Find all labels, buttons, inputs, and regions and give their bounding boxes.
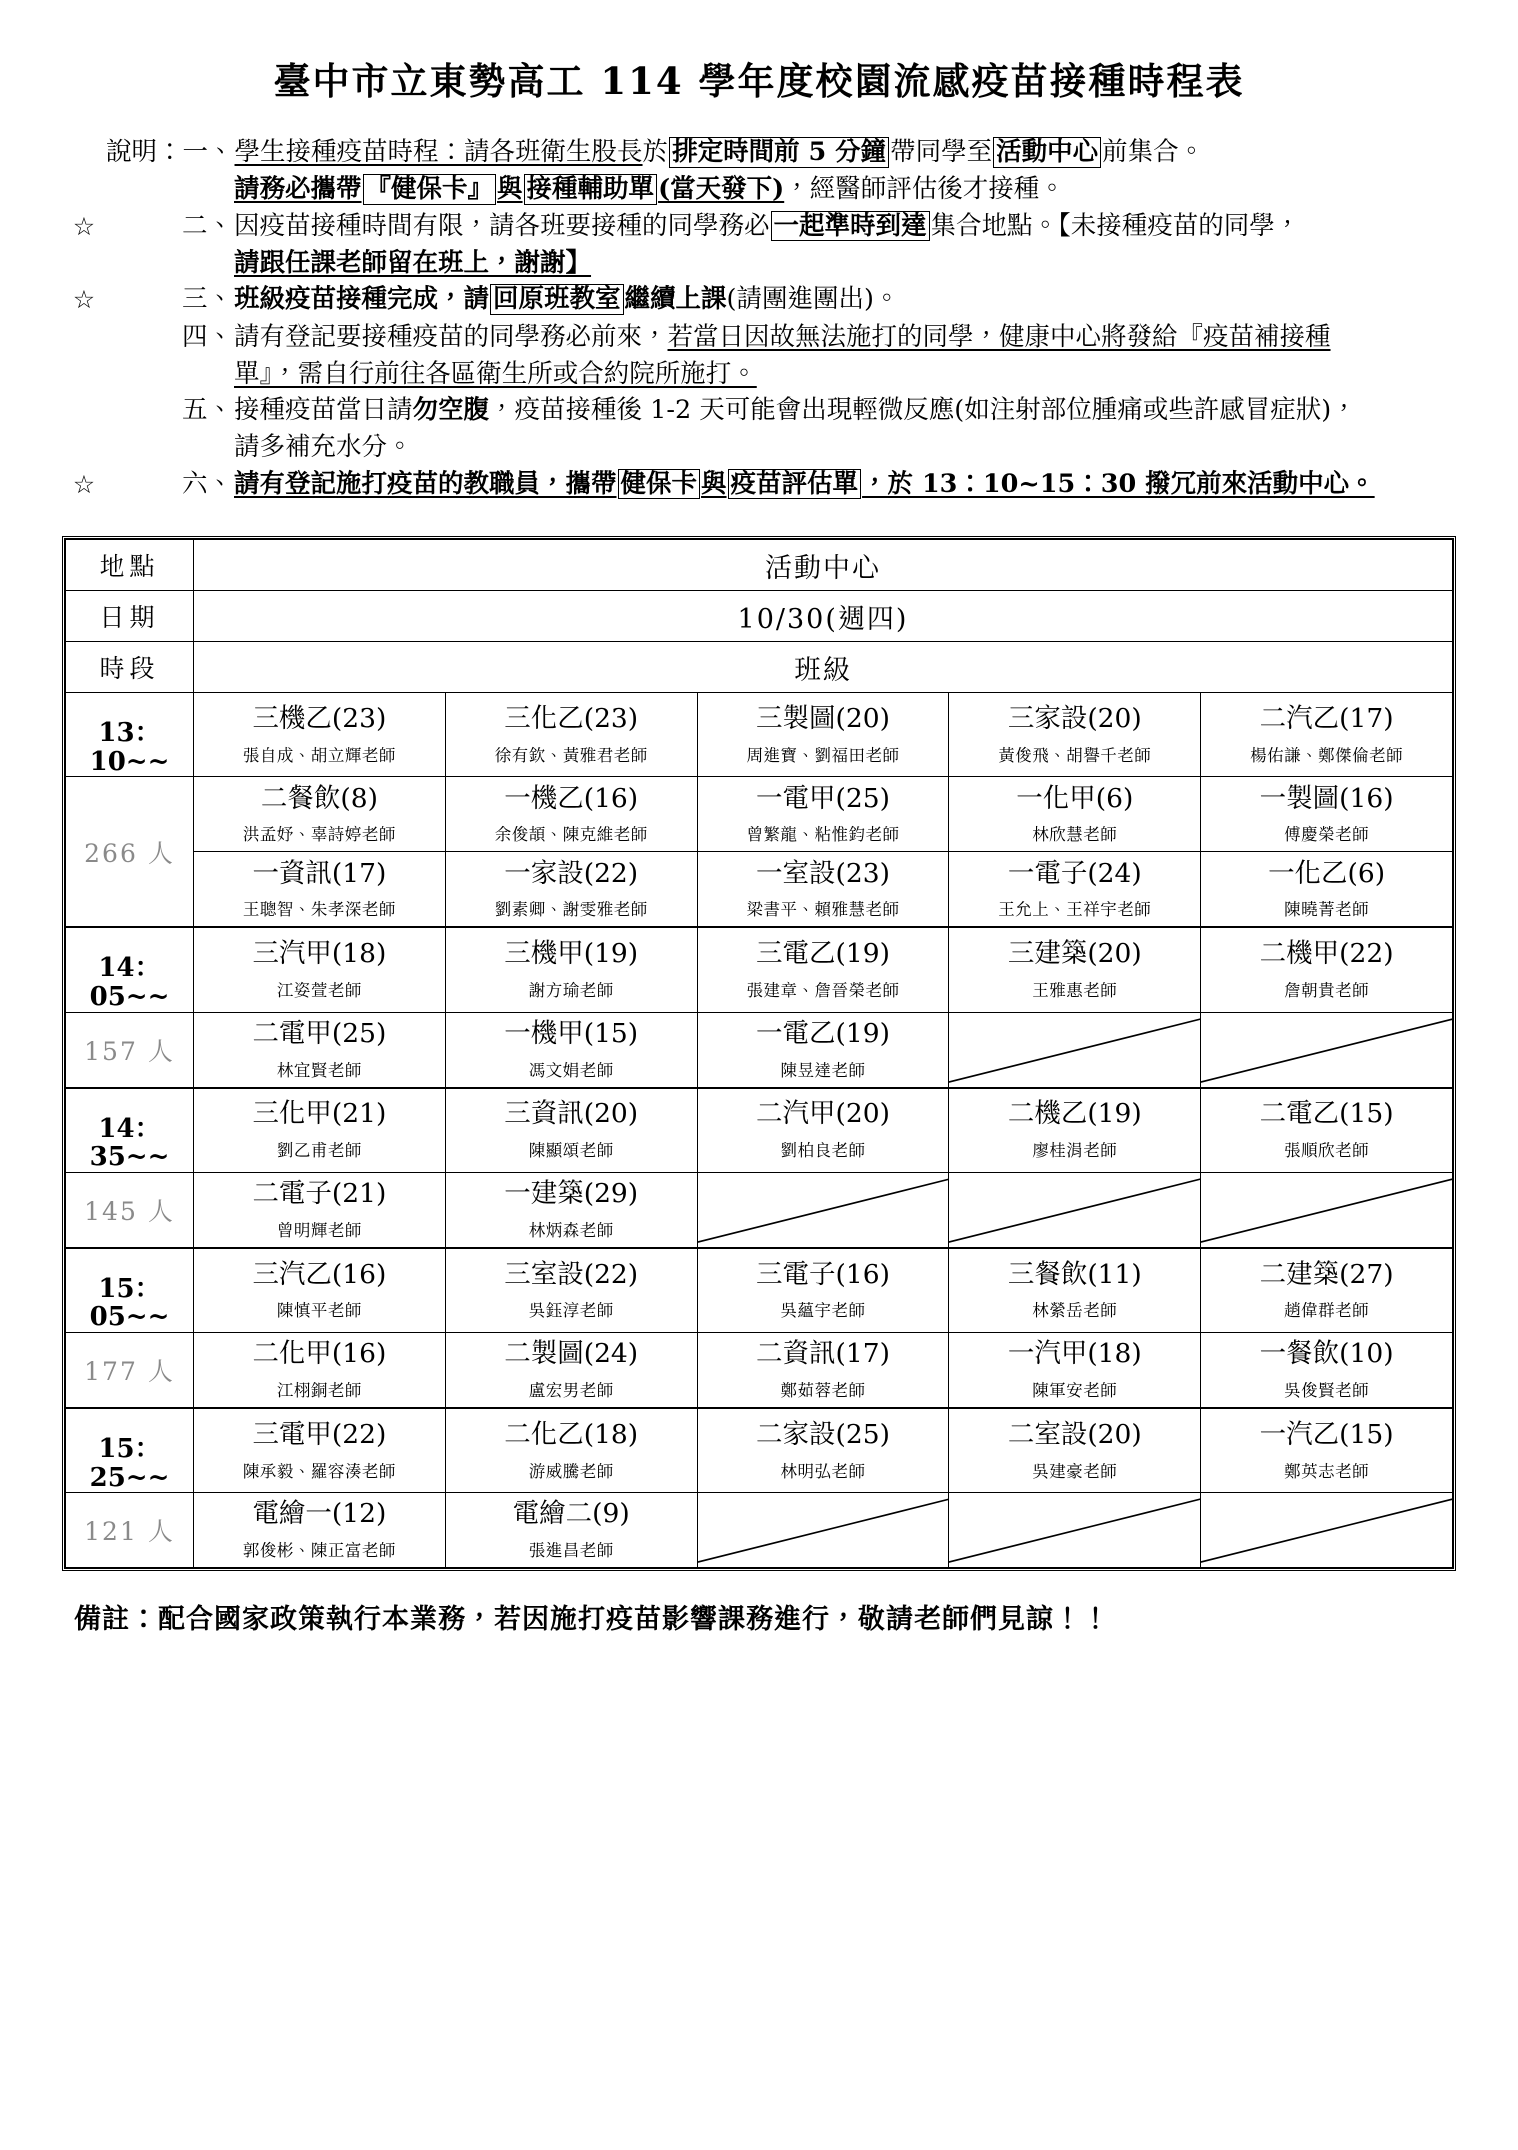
schedule-table-wrapper — [62, 536, 1456, 1571]
teacher-names: 梁書平、賴雅慧老師 — [746, 900, 900, 920]
diagonal-strike-icon — [949, 1173, 1201, 1247]
class-name: 三家設(20) — [1007, 703, 1142, 735]
class-slot-cell — [1201, 852, 1453, 928]
teacher-names: 傅慶榮老師 — [1284, 825, 1370, 845]
class-slot-cell — [445, 1332, 697, 1408]
table-row — [66, 1332, 1453, 1408]
note-text — [234, 392, 1456, 428]
class-slot-cell — [697, 693, 949, 777]
class-name: 三機乙(23) — [252, 703, 387, 735]
teacher-names: 趙偉群老師 — [1284, 1301, 1370, 1321]
attendee-count: 266 人 — [66, 777, 194, 928]
class-name: 三汽乙(16) — [252, 1258, 387, 1290]
class-slot-cell — [445, 1408, 697, 1493]
time-slot-label — [66, 1088, 194, 1173]
note-segment: 接種疫苗當日請 — [234, 395, 413, 426]
class-slot-cell — [445, 1012, 697, 1088]
schedule-table-body — [66, 540, 1453, 1568]
class-slot-cell — [949, 1088, 1201, 1173]
class-slot-cell — [194, 693, 446, 777]
teacher-names: 陳慎平老師 — [276, 1301, 362, 1321]
time-slot-label — [66, 927, 194, 1012]
teacher-names: 陳承毅、羅容湊老師 — [242, 1461, 396, 1481]
class-name: 二電甲(25) — [252, 1017, 387, 1049]
time-slot-text: 13：10~~ — [89, 718, 170, 777]
star-icon: ☆ — [72, 285, 96, 315]
note-segment: 請跟 — [234, 248, 286, 279]
teacher-names: 楊佑謙、鄭傑倫老師 — [1250, 745, 1404, 765]
time-slot-text: 15：05~~ — [89, 1273, 170, 1333]
table-row — [66, 927, 1453, 1012]
time-slot-text: 14：35~~ — [89, 1113, 170, 1173]
note-segment: 繼續上課 — [624, 284, 727, 315]
class-name: 三餐飲(11) — [1007, 1258, 1142, 1290]
teacher-names: 郭俊彬、陳正富老師 — [242, 1541, 396, 1561]
empty-slot-cell — [949, 1172, 1201, 1248]
class-slot-cell — [697, 1248, 949, 1333]
time-slot-text: 15：25~~ — [89, 1433, 170, 1493]
class-slot-cell — [194, 777, 446, 852]
note-segment: ，疫苗接種後 1-2 天可能會出現輕微反應(如注射部位腫痛或些許感冒症狀)， — [489, 395, 1357, 426]
attendee-count: 121 人 — [66, 1493, 194, 1568]
note-segment: 於 — [642, 137, 669, 168]
page-title: 臺中市立東勢高工 114 學年度校園流感疫苗接種時程表 — [273, 59, 1245, 103]
note-text — [234, 466, 1456, 502]
empty-slot-cell — [949, 1012, 1201, 1088]
table-row — [66, 1493, 1453, 1568]
class-slot-cell — [949, 1248, 1201, 1333]
note-number: 四、 — [182, 321, 234, 352]
class-name: 電繪一(12) — [252, 1498, 387, 1530]
class-name: 一家設(22) — [504, 857, 639, 889]
diagonal-strike-icon — [1201, 1013, 1453, 1087]
class-name: 一汽甲(18) — [1007, 1338, 1142, 1370]
note-segment: 接種輔助單 — [524, 174, 658, 205]
class-slot-cell — [949, 777, 1201, 852]
note-segment: 回原班教室 — [490, 284, 624, 315]
schedule-header-row — [66, 591, 1453, 642]
teacher-names: 吳建豪老師 — [1032, 1461, 1118, 1481]
class-slot-cell — [949, 693, 1201, 777]
note-segment: 前集合。 — [1102, 137, 1205, 168]
note-segment: (請團進團出)。 — [726, 284, 900, 315]
note-continuation — [62, 171, 1456, 207]
class-name: 三資訊(20) — [504, 1098, 639, 1130]
table-row — [66, 1088, 1453, 1173]
teacher-names: 王允上、王祥宇老師 — [998, 900, 1152, 920]
note-number: 五、 — [182, 395, 234, 426]
teacher-names: 張建章、詹晉榮老師 — [746, 981, 900, 1001]
teacher-names: 鄭英志老師 — [1284, 1461, 1370, 1481]
class-slot-cell — [194, 1248, 446, 1333]
class-name: 二化乙(18) — [504, 1418, 639, 1450]
class-name: 一製圖(16) — [1259, 782, 1394, 814]
class-slot-cell — [949, 1408, 1201, 1493]
time-slot-label — [66, 693, 194, 777]
note-segment: 帶同學至 — [890, 137, 993, 168]
teacher-names: 張自成、胡立輝老師 — [242, 745, 396, 765]
class-name: 二餐飲(8) — [260, 782, 378, 814]
time-slot-label — [66, 1408, 194, 1493]
class-name: 三室設(22) — [504, 1258, 639, 1290]
class-slot-cell — [697, 927, 949, 1012]
schedule-table — [65, 539, 1453, 1568]
class-name: 一汽乙(15) — [1259, 1418, 1394, 1450]
teacher-names: 林縈岳老師 — [1032, 1301, 1118, 1321]
attendee-count: 145 人 — [66, 1172, 194, 1248]
note-item — [62, 134, 1456, 170]
class-name: 一化乙(6) — [1268, 857, 1386, 889]
class-name: 三汽甲(18) — [252, 938, 387, 970]
note-text — [234, 208, 1456, 244]
note-segment: 與 — [701, 468, 727, 499]
class-slot-cell — [194, 1088, 446, 1173]
class-name: 二資訊(17) — [756, 1338, 890, 1370]
class-name: 三機甲(19) — [504, 938, 639, 970]
note-segment: 勿空腹 — [412, 395, 490, 426]
empty-slot-cell — [1201, 1012, 1453, 1088]
class-name: 一機乙(16) — [504, 782, 639, 814]
teacher-names: 江姿萱老師 — [276, 981, 362, 1001]
note-segment: 排定時間前 5 分鐘 — [669, 137, 889, 168]
class-name: 三電甲(22) — [252, 1418, 387, 1450]
note-star-spacer — [62, 392, 106, 393]
class-slot-cell — [697, 1088, 949, 1173]
class-name: 二汽乙(17) — [1259, 703, 1394, 735]
note-item — [62, 392, 1456, 428]
teacher-names: 吳蘊宇老師 — [780, 1301, 866, 1321]
class-slot-cell — [1201, 1332, 1453, 1408]
note-segment: 一起準時到達 — [771, 211, 930, 242]
date-value: 10/30(週四) — [194, 591, 1453, 642]
class-name: 電繪二(9) — [512, 1498, 630, 1530]
class-slot-cell — [949, 852, 1201, 928]
class-slot-cell — [1201, 1248, 1453, 1333]
teacher-names: 洪孟妤、辜詩婷老師 — [242, 825, 396, 845]
table-row — [66, 693, 1453, 777]
class-name: 二建築(27) — [1259, 1258, 1394, 1290]
class-name: 一建築(29) — [504, 1178, 639, 1210]
class-slot-cell — [445, 1088, 697, 1173]
class-slot-cell — [194, 1332, 446, 1408]
note-segment: 『健保卡』 — [363, 174, 497, 205]
note-segment: 請多補充水分。 — [234, 432, 413, 463]
diagonal-strike-icon — [1201, 1493, 1453, 1567]
note-segment: 若當日因故無法施打的同學，健康中心將發給『疫苗補接種 — [667, 321, 1331, 352]
attendee-count: 157 人 — [66, 1012, 194, 1088]
empty-slot-cell — [1201, 1493, 1453, 1568]
class-slot-cell — [445, 1248, 697, 1333]
class-slot-cell — [445, 1493, 697, 1568]
note-segment: 請有登記施打疫苗的教職員，攜帶 — [234, 468, 617, 499]
note-lead-label: 說明： — [106, 137, 183, 168]
note-segment: 請務必攜帶 — [234, 174, 362, 205]
class-name: 三化乙(23) — [504, 703, 639, 735]
class-name: 三電乙(19) — [756, 938, 890, 970]
note-segment: 班級疫苗接種完成，請 — [234, 284, 490, 315]
class-name: 一化甲(6) — [1016, 782, 1134, 814]
class-name: 二電乙(15) — [1259, 1098, 1394, 1130]
class-slot-cell — [194, 852, 446, 928]
diagonal-strike-icon — [949, 1493, 1201, 1567]
class-slot-cell — [1201, 777, 1453, 852]
class-slot-cell — [194, 1172, 446, 1248]
date-label: 日期 — [66, 591, 194, 642]
teacher-names: 江栩銅老師 — [276, 1381, 362, 1400]
note-segment: 疫苗評估單 — [728, 469, 862, 500]
teacher-names: 劉素卿、謝雯雅老師 — [494, 900, 648, 920]
teacher-names: 鄭茹蓉老師 — [780, 1381, 866, 1400]
teacher-names: 游威騰老師 — [528, 1461, 614, 1481]
table-row — [66, 852, 1453, 928]
class-name: 二機乙(19) — [1007, 1098, 1142, 1130]
note-text — [234, 319, 1456, 355]
class-slot-cell — [445, 1172, 697, 1248]
class-slot-cell — [949, 927, 1201, 1012]
teacher-names: 黃俊飛、胡譽千老師 — [998, 745, 1152, 765]
class-slot-cell — [194, 1012, 446, 1088]
class-slot-cell — [1201, 693, 1453, 777]
teacher-names: 余俊頡、陳克維老師 — [494, 825, 648, 845]
class-slot-cell — [445, 777, 697, 852]
note-number: 一、 — [182, 137, 234, 168]
teacher-names: 林炳森老師 — [528, 1220, 614, 1240]
diagonal-strike-icon — [697, 1493, 949, 1567]
note-text — [234, 281, 1456, 317]
location-label: 地點 — [66, 540, 194, 591]
schedule-header-row — [66, 540, 1453, 591]
class-slot-cell — [1201, 1408, 1453, 1493]
table-row — [66, 1408, 1453, 1493]
teacher-names: 廖桂涓老師 — [1032, 1141, 1118, 1161]
class-slot-cell — [194, 1408, 446, 1493]
teacher-names: 張進昌老師 — [528, 1541, 614, 1561]
teacher-names: 曾繁龍、粘惟鈞老師 — [746, 825, 900, 845]
teacher-names: 詹朝貴老師 — [1284, 981, 1370, 1001]
empty-slot-cell — [697, 1172, 949, 1248]
note-segment: 與 — [497, 174, 523, 205]
teacher-names: 陳顯頌老師 — [528, 1141, 614, 1161]
note-segment: 衛生股長 — [540, 137, 643, 168]
diagonal-strike-icon — [697, 1173, 949, 1247]
teacher-names: 徐有欽、黃雅君老師 — [494, 745, 648, 765]
class-name: 三製圖(20) — [756, 703, 890, 735]
empty-slot-cell — [949, 1493, 1201, 1568]
teacher-names: 林欣慧老師 — [1032, 825, 1118, 845]
note-segment: 因疫苗接種時間有限，請各班要接種的同學務必 — [234, 210, 770, 241]
note-segment: 單』，需自行前往各區衛生所或合約院所施打。 — [234, 359, 757, 390]
period-label: 時段 — [66, 642, 194, 693]
note-continuation — [62, 245, 1456, 281]
teacher-names: 謝方瑜老師 — [528, 981, 614, 1001]
class-slot-cell — [1201, 927, 1453, 1012]
class-name: 三建築(20) — [1007, 938, 1142, 970]
note-segment: ，經醫師評估後才接種。 — [784, 174, 1065, 205]
class-name: 一機甲(15) — [504, 1017, 639, 1049]
note-continuation — [62, 356, 1456, 392]
note-star-spacer — [62, 134, 106, 135]
teacher-names: 陳昱達老師 — [780, 1060, 866, 1080]
teacher-names: 劉乙甫老師 — [276, 1141, 362, 1161]
note-star-spacer — [62, 319, 106, 320]
note-segment: 請有登記要接種疫苗的同學務必前來， — [234, 321, 668, 352]
class-name: 一電子(24) — [1007, 857, 1142, 889]
teacher-names: 陳曉菁老師 — [1284, 900, 1370, 920]
schedule-header-row — [66, 642, 1453, 693]
class-name: 三電子(16) — [756, 1258, 890, 1290]
instructions-section — [62, 134, 1456, 502]
table-row — [66, 1012, 1453, 1088]
class-slot-cell — [445, 927, 697, 1012]
class-name: 一室設(23) — [756, 857, 890, 889]
teacher-names: 陳軍安老師 — [1032, 1381, 1118, 1400]
note-segment: 任課老師留在班上，謝謝】 — [285, 248, 592, 279]
teacher-names: 林宜賢老師 — [276, 1060, 362, 1080]
teacher-names: 曾明輝老師 — [276, 1220, 362, 1240]
empty-slot-cell — [1201, 1172, 1453, 1248]
teacher-names: 張順欣老師 — [1284, 1141, 1370, 1161]
class-slot-cell — [949, 1332, 1201, 1408]
class-name: 二汽甲(20) — [756, 1098, 890, 1130]
note-item — [62, 466, 1456, 503]
class-name: 二製圖(24) — [504, 1338, 639, 1370]
empty-slot-cell — [697, 1493, 949, 1568]
note-segment: 活動中心 — [993, 137, 1101, 168]
star-icon: ☆ — [72, 211, 96, 241]
note-segment: (當天發下) — [658, 174, 785, 205]
time-slot-label — [66, 1248, 194, 1333]
class-slot-cell — [697, 1408, 949, 1493]
note-segment: ，於 13：10~15：30 撥冗前來活動中心。 — [862, 468, 1375, 499]
class-name: 一餐飲(10) — [1259, 1338, 1394, 1370]
class-slot-cell — [697, 777, 949, 852]
class-name: 一電甲(25) — [756, 782, 890, 814]
teacher-names: 林明弘老師 — [780, 1461, 866, 1481]
class-slot-cell — [697, 1332, 949, 1408]
class-name: 二家設(25) — [756, 1418, 890, 1450]
class-slot-cell — [445, 852, 697, 928]
teacher-names: 吳鈺淳老師 — [528, 1301, 614, 1321]
teacher-names: 盧宏男老師 — [528, 1381, 614, 1400]
teacher-names: 王雅惠老師 — [1032, 981, 1118, 1001]
teacher-names: 馮文娟老師 — [528, 1060, 614, 1080]
period-value: 班級 — [194, 642, 1453, 693]
note-number: 六、 — [182, 468, 234, 499]
diagonal-strike-icon — [949, 1013, 1201, 1087]
note-segment: 健保卡 — [618, 469, 701, 500]
diagonal-strike-icon — [1201, 1173, 1453, 1247]
note-number: 三、 — [182, 284, 234, 315]
class-slot-cell — [445, 693, 697, 777]
class-slot-cell — [697, 852, 949, 928]
class-name: 三化甲(21) — [252, 1098, 387, 1130]
table-row — [66, 1172, 1453, 1248]
note-continuation — [62, 429, 1456, 465]
location-value: 活動中心 — [194, 540, 1453, 591]
teacher-names: 劉柏良老師 — [780, 1141, 866, 1161]
class-name: 二室設(20) — [1007, 1418, 1142, 1450]
class-name: 一資訊(17) — [252, 857, 387, 889]
class-name: 二化甲(16) — [252, 1338, 387, 1370]
teacher-names: 王聰智、朱孝深老師 — [242, 900, 396, 920]
class-name: 一電乙(19) — [756, 1017, 890, 1049]
class-name: 二機甲(22) — [1259, 938, 1394, 970]
note-item — [62, 208, 1456, 245]
table-row — [66, 1248, 1453, 1333]
class-name: 二電子(21) — [252, 1178, 387, 1210]
teacher-names: 吳俊賢老師 — [1284, 1381, 1370, 1400]
note-item — [62, 319, 1456, 355]
attendee-count: 177 人 — [66, 1332, 194, 1408]
teacher-names: 周進寶、劉福田老師 — [746, 745, 900, 765]
note-text — [235, 134, 1456, 170]
footer-remark: 備註：配合國家政策執行本業務，若因施打疫苗影響課務進行，敬請老師們見諒！！ — [74, 1604, 1110, 1636]
class-slot-cell — [1201, 1088, 1453, 1173]
note-item — [62, 281, 1456, 318]
note-number: 二、 — [182, 210, 234, 241]
class-slot-cell — [194, 1493, 446, 1568]
class-slot-cell — [194, 927, 446, 1012]
class-slot-cell — [697, 1012, 949, 1088]
star-icon: ☆ — [72, 469, 96, 499]
time-slot-text: 14：05~~ — [89, 953, 170, 1012]
note-segment: 集合地點。【未接種疫苗的同學， — [930, 210, 1301, 241]
table-row — [66, 777, 1453, 852]
note-segment: 學生接種疫苗時程：請各班 — [234, 137, 541, 168]
